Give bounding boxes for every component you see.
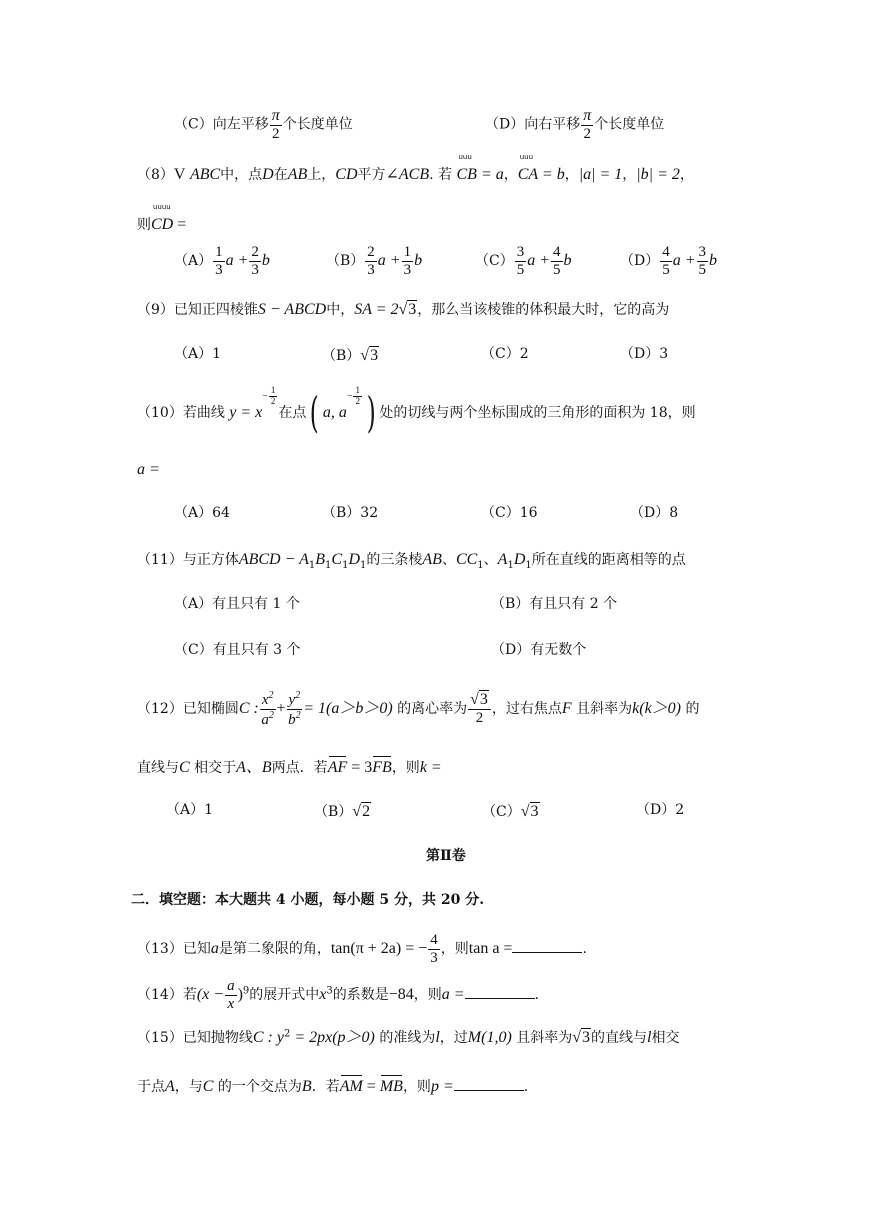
denominator: 2 bbox=[355, 395, 360, 406]
math-angle: ∠ACB bbox=[385, 166, 430, 183]
vector-cb bbox=[456, 153, 477, 183]
fraction bbox=[213, 244, 225, 278]
triangle-symbol: V bbox=[173, 166, 186, 183]
math: a + bbox=[527, 252, 551, 269]
numerator: 4 bbox=[662, 244, 670, 260]
text: 平方 bbox=[357, 167, 386, 183]
radicand: 2 bbox=[362, 803, 371, 820]
text: 的三条棱 bbox=[366, 552, 423, 568]
fraction bbox=[660, 244, 672, 278]
q11-option-c: （C）有且只有 3 个 bbox=[174, 642, 301, 658]
subscript: 1 bbox=[477, 559, 484, 571]
math: SA = 2 bbox=[354, 301, 399, 318]
text: 若曲线 bbox=[182, 405, 225, 421]
radicand: 3 bbox=[408, 301, 417, 318]
text: ，则 bbox=[402, 1079, 431, 1095]
math-cd: CD bbox=[335, 166, 358, 183]
text: 与正方体 bbox=[182, 552, 239, 568]
text: 的 bbox=[685, 701, 700, 717]
radicand: 3 bbox=[370, 347, 379, 364]
math: l bbox=[435, 1029, 440, 1046]
math: tan a = bbox=[468, 940, 513, 957]
math: a = bbox=[441, 986, 465, 1003]
q8-option-a bbox=[174, 244, 270, 278]
text: ， bbox=[622, 167, 637, 183]
q12-stem: （12）已知椭圆C : $\frac{x^2}{a^2}$ + $\frac{y^2}{b^2}$ = 1(a＞b＞0) 的离心率为 $\frac{√3}{2}$ ，过右焦点F 且斜率为k(k＞0) 的 bbox=[137, 690, 700, 728]
answer-blank[interactable] bbox=[512, 938, 582, 953]
text: 的离心率为 bbox=[397, 701, 468, 717]
sqrt: √3 bbox=[360, 347, 379, 364]
denominator: 5 bbox=[553, 261, 561, 278]
text: ，过 bbox=[439, 1030, 468, 1046]
math-abs-a: |a| = 1 bbox=[578, 166, 623, 183]
subscript: 1 bbox=[308, 559, 316, 571]
math: C bbox=[179, 759, 190, 776]
q11-stem bbox=[137, 550, 686, 572]
math: b bbox=[563, 252, 572, 269]
vector-cd bbox=[151, 203, 174, 233]
q9-option-b bbox=[322, 346, 379, 365]
math: a bbox=[261, 711, 269, 728]
math: x bbox=[261, 692, 269, 708]
math: C bbox=[331, 551, 343, 568]
math: D bbox=[348, 551, 361, 568]
q7-option-c-prefix: （C）向左平移 bbox=[174, 116, 269, 133]
math: = 3 bbox=[347, 759, 373, 776]
numerator: 1 bbox=[270, 385, 276, 395]
denominator: 5 bbox=[516, 261, 525, 278]
text: 两点．若 bbox=[271, 760, 328, 776]
exponent bbox=[262, 386, 278, 407]
numerator: 1 bbox=[355, 385, 360, 395]
fraction-pi-over-2 bbox=[270, 107, 282, 142]
text: ．若 bbox=[311, 1079, 340, 1095]
text: 相交于 bbox=[194, 760, 237, 776]
math: ABCD − A bbox=[238, 551, 309, 568]
math: k(k＞0) bbox=[632, 700, 682, 717]
denominator: 3 bbox=[403, 261, 412, 278]
vector-af: AF bbox=[327, 759, 348, 776]
numerator: 3 bbox=[516, 244, 525, 260]
text: 处的切线与两个坐标围成的三角形的面积为 18，则 bbox=[379, 405, 696, 421]
numerator: 2 bbox=[251, 244, 259, 260]
text: . bbox=[523, 1079, 529, 1095]
text: . bbox=[582, 941, 587, 957]
math: a, a bbox=[322, 404, 347, 421]
math: a + bbox=[377, 252, 401, 269]
numerator: a bbox=[227, 978, 235, 994]
math: = 2px(p＞0) bbox=[290, 1029, 375, 1046]
question-number: （14） bbox=[137, 987, 183, 1003]
text: 且斜率为 bbox=[516, 1030, 573, 1046]
text: 在 bbox=[273, 167, 288, 183]
numerator: 1 bbox=[403, 244, 412, 260]
q9-option-c: （C）2 bbox=[481, 346, 529, 362]
math-d: D bbox=[262, 166, 274, 183]
subscript: 1 bbox=[342, 559, 349, 571]
superscript: 3 bbox=[326, 985, 333, 997]
fraction bbox=[515, 244, 527, 278]
math: p = bbox=[430, 1078, 454, 1095]
math: b bbox=[414, 252, 423, 269]
math: ) bbox=[237, 986, 243, 1003]
q15-stem bbox=[137, 1028, 679, 1047]
math: B bbox=[301, 1078, 312, 1095]
text: ，则 bbox=[440, 941, 469, 957]
text: . bbox=[534, 987, 540, 1003]
vector-ca bbox=[517, 153, 538, 183]
math: tan(π + 2a) = − bbox=[330, 940, 428, 957]
text: 则 bbox=[137, 217, 151, 233]
denominator: 5 bbox=[662, 261, 670, 278]
q14 bbox=[137, 978, 539, 1012]
math: D bbox=[513, 551, 526, 568]
math: B bbox=[315, 551, 326, 568]
superscript: 9 bbox=[242, 985, 250, 997]
text: 的一个交点为 bbox=[217, 1079, 302, 1095]
section-heading: 二．填空题：本大题共 4 小题，每小题 5 分，共 20 分. bbox=[131, 892, 485, 908]
left-paren: ( bbox=[310, 388, 320, 437]
text: 所在直线的距离相等的点 bbox=[531, 552, 686, 568]
math: a + bbox=[225, 252, 249, 269]
math: b bbox=[709, 252, 718, 269]
q10-stem bbox=[137, 385, 696, 437]
q8-then bbox=[137, 203, 187, 234]
numerator: 2 bbox=[367, 244, 375, 260]
math-cb: CB bbox=[456, 166, 477, 183]
text: 在点 bbox=[278, 405, 307, 421]
text: 已知椭圆 bbox=[182, 701, 239, 717]
math: x bbox=[319, 986, 327, 1003]
q12-line2 bbox=[137, 758, 442, 777]
fraction-eccentricity: $\frac{√3}{2}$ bbox=[468, 691, 491, 726]
sqrt: √2 bbox=[352, 803, 371, 820]
math: k = bbox=[419, 759, 442, 776]
q7-option-d bbox=[485, 107, 664, 142]
subscript: 1 bbox=[325, 559, 332, 571]
minus: − bbox=[262, 390, 268, 402]
q10-option-d: （D）8 bbox=[630, 505, 679, 521]
question-number: （13） bbox=[137, 941, 183, 957]
fraction-y2-b2 bbox=[287, 690, 303, 728]
text: 的系数是 bbox=[332, 987, 389, 1003]
fraction bbox=[269, 386, 278, 407]
math-cd: CD bbox=[151, 216, 174, 233]
numerator: 1 bbox=[215, 244, 223, 260]
math: C bbox=[202, 1078, 214, 1095]
q8-option-d bbox=[620, 244, 717, 278]
math-eq-b: = b bbox=[537, 166, 565, 183]
text: 的直线与 bbox=[591, 1030, 647, 1046]
question-number: （8） bbox=[137, 167, 174, 183]
text: 的展开式中 bbox=[249, 987, 320, 1003]
fraction-x2-a2 bbox=[260, 690, 276, 728]
right-paren: ) bbox=[366, 388, 376, 437]
q10-option-a: （A）64 bbox=[174, 505, 230, 521]
vector-mark: uuu bbox=[519, 153, 534, 161]
q8-option-b bbox=[326, 244, 422, 278]
text: 已知正四棱锥 bbox=[173, 302, 258, 318]
question-number: （15） bbox=[137, 1030, 183, 1046]
q7-option-c bbox=[174, 107, 353, 142]
q12-option-a: （A）1 bbox=[166, 802, 214, 818]
vector-mark: uuuu bbox=[153, 203, 171, 211]
q15-line2 bbox=[137, 1076, 528, 1096]
text: ， bbox=[503, 167, 518, 183]
text: 中，点 bbox=[220, 167, 263, 183]
math: y = x bbox=[229, 404, 263, 421]
subscript: 1 bbox=[507, 559, 514, 571]
question-number: （9） bbox=[137, 302, 174, 318]
fraction bbox=[365, 244, 377, 278]
q8-option-c bbox=[475, 244, 572, 278]
math: M(1,0) bbox=[467, 1029, 512, 1046]
separator: 、 bbox=[483, 552, 498, 568]
math: C : y bbox=[252, 1029, 284, 1046]
section-title: 第Ⅱ卷 bbox=[426, 848, 466, 864]
text: . 若 bbox=[429, 167, 453, 183]
minus: − bbox=[346, 390, 353, 402]
denominator: 3 bbox=[251, 261, 259, 278]
q9-option-a: （A）1 bbox=[174, 346, 222, 362]
text: ，那么当该棱锥的体积最大时，它的高为 bbox=[417, 302, 670, 318]
vector-fb: FB bbox=[372, 759, 392, 776]
text: 上， bbox=[307, 167, 336, 183]
math: b bbox=[288, 711, 296, 728]
fraction bbox=[428, 932, 440, 966]
q7-option-d-suffix: 个长度单位 bbox=[594, 116, 665, 133]
fraction-pi-over-2 bbox=[581, 107, 593, 142]
math: l bbox=[647, 1029, 652, 1046]
text: ， bbox=[564, 167, 579, 183]
math-eq-a: = a bbox=[476, 166, 504, 183]
answer-blank[interactable] bbox=[454, 1076, 524, 1091]
superscript: 2 bbox=[268, 709, 274, 721]
answer-blank[interactable] bbox=[465, 984, 535, 999]
numerator: 4 bbox=[430, 932, 438, 948]
question-number: （11） bbox=[137, 552, 183, 568]
q7-option-d-prefix: （D）向右平移 bbox=[485, 116, 581, 133]
option-label: （B） bbox=[326, 253, 365, 269]
q10-option-c: （C）16 bbox=[481, 505, 538, 521]
option-label: （B） bbox=[322, 348, 361, 364]
option-label: （A） bbox=[174, 253, 213, 269]
text: 于点 bbox=[137, 1079, 165, 1095]
vector-am: AM bbox=[339, 1078, 363, 1095]
text: 直线与 bbox=[137, 760, 179, 776]
math: = bbox=[362, 1078, 380, 1095]
numerator: 4 bbox=[553, 244, 561, 260]
denominator: 2 bbox=[270, 395, 276, 406]
radicand: 3 bbox=[530, 803, 539, 820]
numerator: 3 bbox=[698, 244, 707, 260]
option-label: （B） bbox=[314, 804, 353, 820]
text: 相交 bbox=[651, 1030, 680, 1046]
math: S − ABCD bbox=[257, 301, 327, 318]
question-number: （12） bbox=[137, 701, 183, 717]
math: a + bbox=[672, 252, 696, 269]
math-ca: CA bbox=[517, 166, 538, 183]
q10-option-b: （B）32 bbox=[322, 505, 379, 521]
q9-stem bbox=[137, 300, 669, 319]
math: y bbox=[288, 692, 296, 708]
numerator: π bbox=[583, 107, 592, 124]
text: 中， bbox=[326, 302, 355, 318]
radicand: 3 bbox=[582, 1029, 590, 1046]
text: 已知抛物线 bbox=[182, 1030, 253, 1046]
math-abc: ABC bbox=[189, 166, 221, 183]
text: 是第二象限的角， bbox=[218, 941, 331, 957]
fraction bbox=[353, 386, 362, 407]
vector-mark: uuu bbox=[458, 153, 472, 161]
superscript: 2 bbox=[295, 690, 301, 701]
q7-option-c-suffix: 个长度单位 bbox=[282, 116, 353, 133]
separator: 、 bbox=[441, 552, 456, 568]
denominator: 2 bbox=[583, 125, 591, 142]
numerator: π bbox=[271, 107, 280, 124]
text: 已知 bbox=[182, 941, 211, 957]
denominator: 5 bbox=[698, 261, 707, 278]
q11-option-a: （A）有且只有 1 个 bbox=[174, 596, 300, 612]
option-label: （C） bbox=[475, 253, 514, 269]
fraction bbox=[697, 244, 709, 278]
q13 bbox=[137, 932, 587, 966]
option-label: （C） bbox=[482, 804, 521, 820]
option-label: （D） bbox=[620, 253, 660, 269]
fraction bbox=[225, 978, 237, 1012]
q11-option-d: （D）有无数个 bbox=[491, 642, 587, 658]
q12-option-b bbox=[314, 802, 371, 821]
math-ab: AB bbox=[287, 166, 308, 183]
math: −84 bbox=[388, 986, 414, 1003]
q12-option-d: （D）2 bbox=[636, 802, 685, 818]
vector-mb: MB bbox=[379, 1078, 403, 1095]
math: A bbox=[165, 1078, 175, 1095]
text: ，与 bbox=[174, 1079, 203, 1095]
math: CC bbox=[455, 551, 478, 568]
text: ，过右焦点 bbox=[491, 701, 562, 717]
q12-option-c bbox=[482, 802, 540, 821]
superscript: 2 bbox=[295, 709, 301, 721]
radicand: 3 bbox=[479, 691, 488, 709]
math: a bbox=[210, 940, 219, 957]
math: AB bbox=[422, 551, 442, 568]
q8-stem bbox=[137, 153, 694, 184]
sqrt: √3 bbox=[572, 1029, 590, 1046]
subscript: 1 bbox=[360, 559, 367, 571]
math: A、B bbox=[236, 759, 272, 776]
sqrt: √3 bbox=[520, 803, 539, 820]
fraction bbox=[551, 244, 563, 278]
math: C : bbox=[238, 700, 259, 717]
math-abs-b: |b| = 2 bbox=[636, 166, 680, 183]
question-number: （10） bbox=[137, 405, 183, 421]
math: = 1(a＞b＞0) bbox=[303, 700, 393, 717]
q9-option-d: （D）3 bbox=[620, 346, 669, 362]
sqrt: √3 bbox=[398, 301, 417, 318]
text: 若 bbox=[182, 987, 197, 1003]
math: (x − bbox=[196, 986, 225, 1003]
q10-a-equals: a = bbox=[137, 461, 160, 478]
fraction bbox=[402, 244, 414, 278]
denominator: 2 bbox=[475, 710, 484, 727]
subscript: 1 bbox=[525, 559, 532, 571]
denominator: 3 bbox=[215, 261, 223, 278]
denominator: 2 bbox=[271, 125, 280, 142]
math: A bbox=[497, 551, 508, 568]
fraction bbox=[249, 244, 261, 278]
text: ，则 bbox=[391, 760, 420, 776]
text: ，则 bbox=[413, 987, 442, 1003]
text: ， bbox=[679, 167, 694, 183]
math: b bbox=[261, 252, 270, 269]
text: 的准线为 bbox=[379, 1030, 436, 1046]
superscript: 2 bbox=[283, 1028, 291, 1040]
q11-option-b: （B）有且只有 2 个 bbox=[491, 596, 618, 612]
text: 且斜率为 bbox=[576, 701, 633, 717]
denominator: x bbox=[227, 995, 235, 1012]
math: F bbox=[561, 700, 572, 717]
denominator: 3 bbox=[367, 261, 375, 278]
denominator: 3 bbox=[430, 949, 438, 966]
exponent bbox=[347, 386, 363, 407]
math-eq: = bbox=[173, 216, 187, 233]
superscript: 2 bbox=[268, 690, 274, 701]
